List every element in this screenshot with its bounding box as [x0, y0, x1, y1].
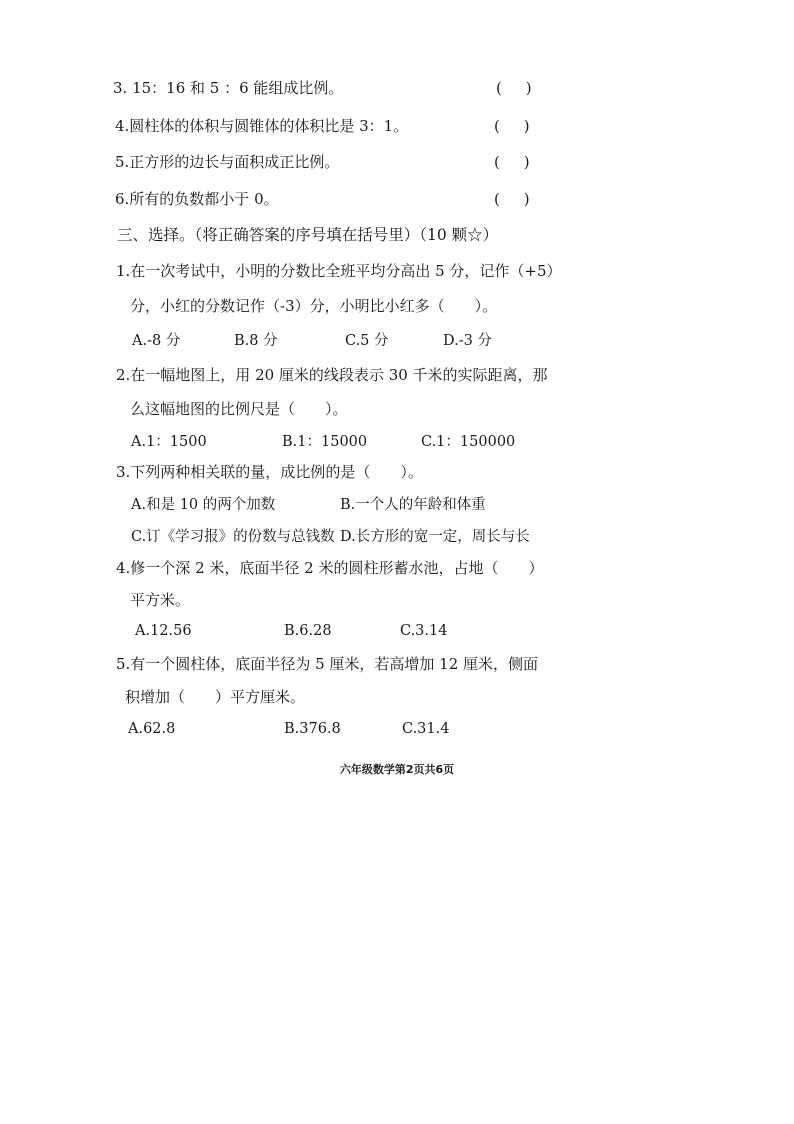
question-1-option-a: A.-8 分: [132, 333, 181, 349]
question-3-option-b: B.一个人的年龄和体重: [340, 497, 486, 513]
question-1-line-2: 分，小红的分数记作（-3）分，小明比小红多（ ）。: [130, 297, 498, 315]
answer-paren-4[interactable]: ( ): [494, 117, 530, 135]
question-2-option-c: C.1：150000: [421, 434, 516, 450]
judgment-item-6: 6.所有的负数都小于 0。: [115, 190, 279, 208]
question-3-option-c: C.订《学习报》的份数与总钱数: [131, 529, 335, 545]
page-footer: 六年级数学第2页共6页: [339, 763, 455, 776]
question-5-option-b: B.376.8: [284, 721, 341, 737]
question-5-line-2: 积增加（ ）平方厘米。: [125, 688, 306, 706]
question-3-option-a: A.和是 10 的两个加数: [131, 497, 276, 513]
question-2-line-1: 2.在一幅地图上，用 20 厘米的线段表示 30 千米的实际距离，那: [116, 366, 548, 384]
question-5-option-a: A.62.8: [128, 721, 176, 737]
question-5-option-c: C.31.4: [402, 721, 450, 737]
question-5-line-1: 5.有一个圆柱体，底面半径为 5 厘米，若高增加 12 厘米，侧面: [116, 655, 539, 673]
judgment-item-3: 3. 15：16 和 5 ：6 能组成比例。: [113, 79, 344, 97]
section-title: 三、选择。（将正确答案的序号填在括号里）（10 颗☆）: [117, 226, 499, 244]
question-4-option-b: B.6.28: [284, 623, 332, 639]
answer-paren-5[interactable]: ( ): [494, 153, 530, 171]
question-2-line-2: 么这幅地图的比例尺是（ ）。: [130, 400, 348, 418]
question-1-line-1: 1.在一次考试中，小明的分数比全班平均分高出 5 分，记作（+5）: [116, 262, 562, 280]
question-4-line-2: 平方米。: [130, 591, 191, 609]
question-2-option-a: A.1：1500: [131, 434, 207, 450]
question-4-option-c: C.3.14: [400, 623, 448, 639]
answer-paren-3[interactable]: ( ): [496, 79, 532, 97]
question-1-option-b: B.8 分: [234, 333, 278, 349]
question-3-option-d: D.长方形的宽一定，周长与长: [340, 529, 530, 545]
question-2-option-b: B.1：15000: [282, 434, 368, 450]
question-4-line-1: 4.修一个深 2 米，底面半径 2 米的圆柱形蓄水池，占地（ ）: [116, 559, 544, 577]
question-1-option-d: D.-3 分: [443, 333, 492, 349]
question-1-option-c: C.5 分: [345, 333, 389, 349]
question-4-option-a: A.12.56: [135, 623, 192, 639]
answer-paren-6[interactable]: ( ): [494, 190, 530, 208]
judgment-item-5: 5.正方形的边长与面积成正比例。: [115, 153, 340, 171]
judgment-item-4: 4.圆柱体的体积与圆锥体的体积比是 3：1。: [115, 117, 409, 135]
question-3-line-1: 3.下列两种相关联的量，成比例的是（ ）。: [116, 463, 423, 481]
